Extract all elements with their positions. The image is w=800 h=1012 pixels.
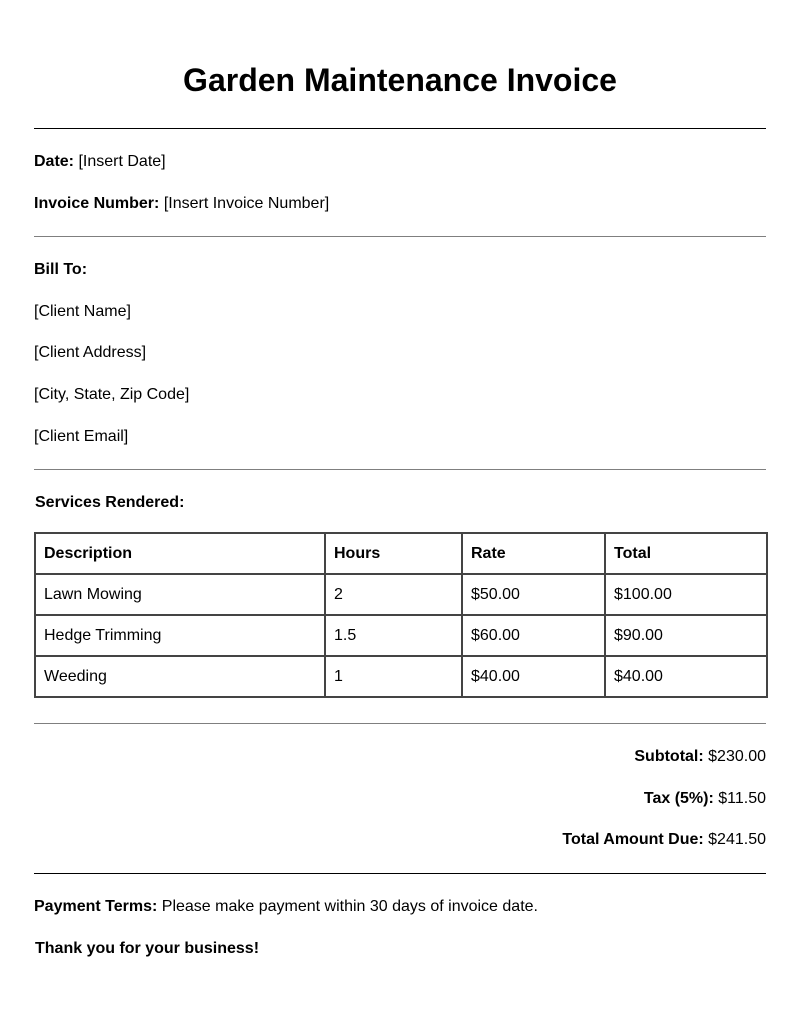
payment-terms-label: Payment Terms:: [34, 898, 158, 915]
client-address: [Client Address]: [34, 344, 147, 361]
cell-hours: 1.5: [325, 615, 462, 656]
client-email: [Client Email]: [34, 428, 129, 445]
table-row: [35, 656, 767, 697]
total-due-line: [562, 830, 766, 850]
table-row: [35, 615, 767, 656]
table-row: [35, 574, 767, 615]
cell-description: Lawn Mowing: [35, 574, 325, 615]
payment-terms-line: [34, 897, 538, 917]
cell-hours: 1: [325, 656, 462, 697]
total-due-label: Total Amount Due:: [562, 831, 704, 848]
invoice-number-line: [34, 194, 329, 214]
date-value: [Insert Date]: [78, 153, 166, 170]
client-name: [Client Name]: [34, 303, 131, 320]
divider: [34, 236, 766, 237]
divider: [34, 873, 766, 874]
services-heading: Services Rendered:: [35, 494, 185, 511]
table-header-row: [35, 533, 767, 574]
subtotal-value: $230.00: [708, 748, 766, 765]
subtotal-line: [634, 747, 766, 767]
services-table: [34, 532, 768, 698]
total-due-value: $241.50: [708, 831, 766, 848]
cell-total: $40.00: [605, 656, 767, 697]
tax-line: [644, 789, 766, 809]
column-header-hours: Hours: [325, 533, 462, 574]
subtotal-label: Subtotal:: [634, 748, 704, 765]
cell-description: Weeding: [35, 656, 325, 697]
divider: [34, 128, 766, 129]
page-title: Garden Maintenance Invoice: [183, 62, 617, 98]
invoice-number-label: Invoice Number:: [34, 195, 160, 212]
thank-you-note: Thank you for your business!: [35, 940, 260, 957]
cell-total: $100.00: [605, 574, 767, 615]
column-header-description: Description: [35, 533, 325, 574]
invoice-number-value: [Insert Invoice Number]: [163, 195, 330, 212]
divider: [34, 723, 766, 724]
date-label: Date:: [34, 153, 75, 170]
bill-to-heading: Bill To:: [34, 261, 88, 278]
payment-terms-text: Please make payment within 30 days of invoice date.: [161, 898, 538, 915]
cell-total: $90.00: [605, 615, 767, 656]
column-header-rate: Rate: [462, 533, 605, 574]
cell-description: Hedge Trimming: [35, 615, 325, 656]
client-city-state-zip: [City, State, Zip Code]: [34, 386, 190, 403]
cell-hours: 2: [325, 574, 462, 615]
cell-rate: $40.00: [462, 656, 605, 697]
column-header-total: Total: [605, 533, 767, 574]
cell-rate: $60.00: [462, 615, 605, 656]
divider: [34, 469, 766, 470]
date-line: [34, 152, 166, 172]
tax-value: $11.50: [718, 790, 766, 807]
cell-rate: $50.00: [462, 574, 605, 615]
tax-label: Tax (5%):: [643, 790, 714, 807]
